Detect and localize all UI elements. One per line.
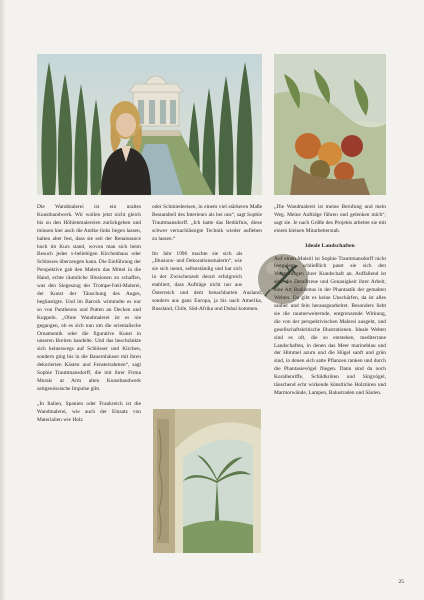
text-column-2 [152, 204, 262, 321]
mural-illustration [37, 54, 262, 195]
fruit-illustration [274, 54, 386, 195]
col3-intro: „Die Wandmalerei ist meine Berufung und mein Weg. Meine Aufträge führen und gelenken mich“, sagt sie. Je nach Größe des Projekts arbeitet sie mit einem kleinen Mitarbeiterstab. [274, 204, 386, 234]
photo-fruit-mural [274, 54, 386, 195]
photo-artist-mural [37, 54, 262, 195]
text-column-3 [274, 204, 386, 405]
col3-body: Auf einen Malstil ist Sophie Trauttmansdorff nicht festgelegt, schließlich passt sie sich den Vorstellungen ihrer Kundschaft an. Auffallend ist aber die Detailtreue und Genauigkeit ihrer Arbeit, eine Art Realismus in der Phantastik der gemalten Welten. Da gibt es keine Unschärfen, da ist alles sauber und fein herausgearbeitet. Besonders liebt sie die raumerweiternde, entgrenzende Wirkung, die von der perspektivischen Malerei ausgeht, und gesellschaftskritische Illustrationen. Ideale Welten sind es oft, die so entstehen, mediterrane Landschaften, in denen das Meer marineblau und der Himmel azurn und die Hügel sanft und grün sind, in denen sich satte Pflanzen ranken und durch die Phantasievögel fliegen. Dann sind da noch Korallenriffe, Schildkröten und Singvögel, täuschend echt wirkende künstliche Holztüren und Marmorwände, Lampen, Balustraden und Säulen. [274, 255, 386, 396]
col1-paragraph-2: „In Italien, Spanien oder Frankreich ist die Wandmalerei, wie auch der Einsatz von Materialien wie Holz [37, 400, 141, 423]
photo-tropical-arch-mural [153, 409, 261, 553]
col2-paragraph-1: oder Schmiedeeisen, in einem viel stärkeren Maße Bestandteil des Interieurs als bei uns“, sagt Sophie Trauttmansdorff. „Ich hatte das Bedürfnis, diese schwer vernachlässigte Technik wieder aufleben zu lassen.“ [152, 204, 262, 242]
col2-paragraph-2: Im Jahr 1996 machte sie sich als „Illusions- und Dekorationsmalerin“, wie sie sich nennt, selbstständig und hat sich in der Zwischenzeit derart erfolgreich etabliert, dass Aufträge nicht nur aus Österreich und dem benachbarten Ausland, sondern aus ganz Europa, ja bis nach Amerika, Russland, Chile, Süd-Afrika und Dubai kommen. [152, 250, 262, 312]
tropical-illustration [153, 409, 261, 553]
col1-paragraph-1: Die Wandmalerei ist ein uraltes Kunsthandwerk. Wir wollen jetzt nicht gleich bis zu den Höhlenmalereien zurückgehen und müssen hier auch die Antike links liegen lassen, halten aber fest, dass sie seit der Renaissance hoch im Kurs stand, wovon man sich beim Besuch jedes x-beliebigen Kirchenbaus oder Schlosses überzeugen kann. Die Einführung der Perspektive gab den Malern das Mittel in die Hand, echte räumliche Illusionen zu schaffen, was den Siegeszug der Trompe-l'œil-Malerei, der Kunst der Täuschung des Auges, begünstigte. Und im Barock wimmelte es nur so von Pantheons und Putten an Decken und Kuppeln. „Ohne Wandmalerei ist es nie gegangen, ob es sich nun um die orientalische Ornamentik oder die figurative Kunst in unseren Breiten handelte. Und das beschränkte sich keineswegs auf Schlösser und Kirchen, sondern ging bis in die Bauernhäuser mit ihren dekorierten Kästen und Fensterrahmen“, sagt Sophie Trauttmansdorff, die mit ihrer Firma Murals at Arm alten Kunsthandwerk zeitgenössische Impulse gibt. [37, 204, 141, 392]
page-fold-shadow [0, 0, 6, 600]
section-heading: Ideale Landschaften [305, 242, 355, 249]
page-number: 25 [398, 579, 404, 585]
text-column-1 [37, 204, 141, 431]
